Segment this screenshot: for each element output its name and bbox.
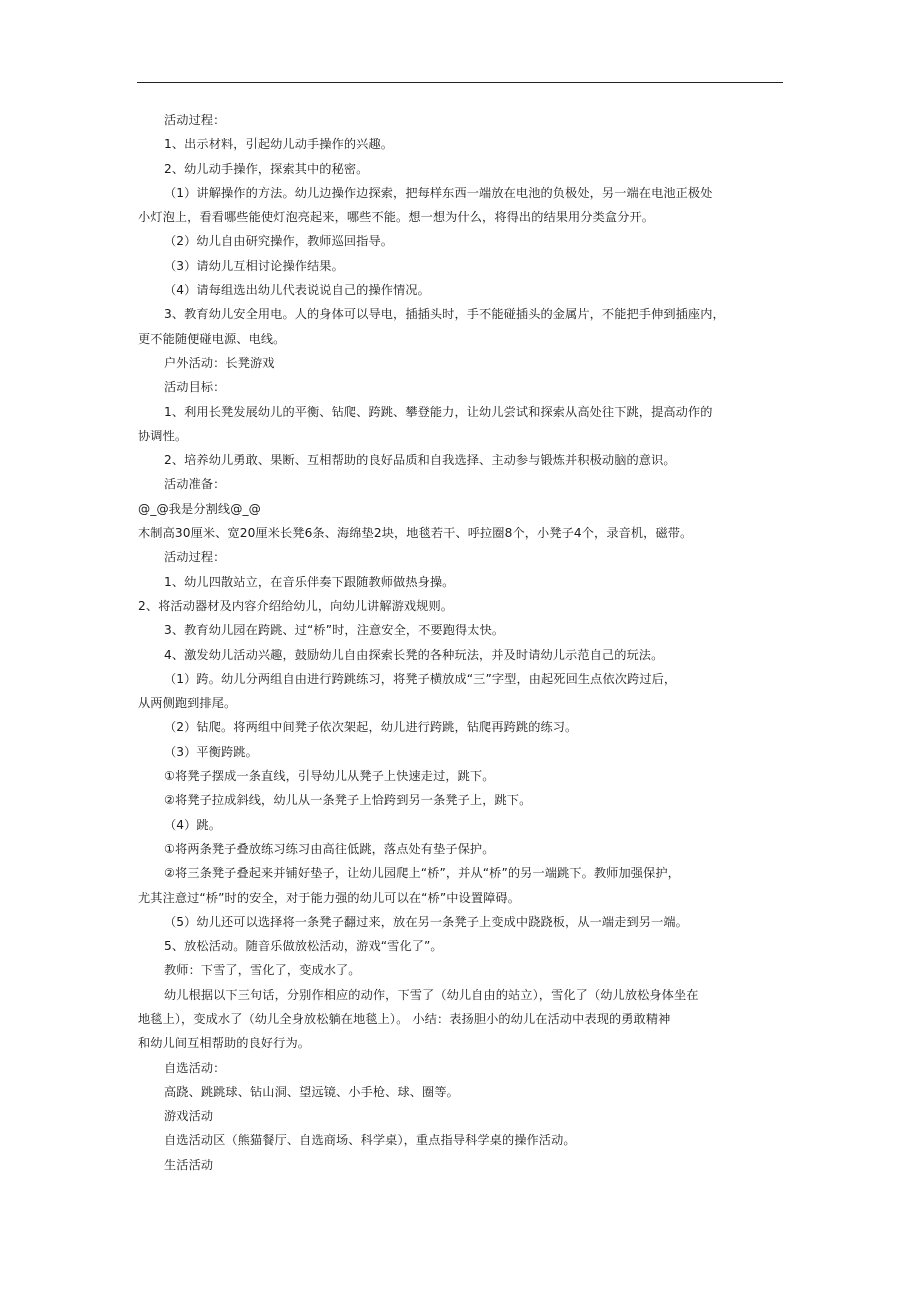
text-line: ①将凳子摆成一条直线，引导幼儿从凳子上快速走过，跳下。	[164, 769, 495, 784]
text-line: 活动过程：	[164, 550, 226, 565]
text-line: 3、教育幼儿园在跨跳、过“桥”时，注意安全，不要跑得太快。	[164, 623, 505, 638]
text-line: 和幼儿间互相帮助的良好行为。	[138, 1036, 311, 1051]
text-line: 户外活动：长凳游戏	[164, 355, 275, 370]
text-line: 幼儿根据以下三句话，分别作相应的动作，下雪了（幼儿自由的站立），雪化了（幼儿放松身体坐在	[164, 987, 699, 1002]
text-line: 2、幼儿动手操作，探索其中的秘密。	[164, 161, 369, 176]
text-line: 自选活动：	[164, 1060, 226, 1075]
text-line: 3、教育幼儿安全用电。人的身体可以导电，插插头时，手不能碰插头的金属片，不能把手伸到插座内，	[164, 307, 725, 322]
text-line: 生活活动	[164, 1157, 214, 1172]
text-line: 协调性。	[138, 428, 188, 443]
text-line: 高跷、跳跳球、钻山洞、望远镜、小手枪、球、圈等。	[164, 1084, 459, 1099]
text-line: 1、利用长凳发展幼儿的平衡、钻爬、跨跳、攀登能力，让幼儿尝试和探索从高处往下跳，提高动作的	[164, 404, 713, 419]
text-line: 木制高30厘米、宽20厘米长凳6条、海绵垫2块，地毯若干、呼拉圈8个，小凳子4个，录音机，磁带。	[138, 526, 693, 541]
text-line: ①将两条凳子叠放练习练习由高往低跳，落点处有垫子保护。	[164, 841, 495, 856]
text-line: （1）讲解操作的方法。幼儿边操作边探索，把每样东西一端放在电池的负极处，另一端在电池正极处	[164, 185, 713, 200]
text-line: 教师：下雪了，雪化了，变成水了。	[164, 963, 361, 978]
text-line: 5、放松活动。随音乐做放松活动，游戏“雪化了”。	[164, 939, 443, 954]
text-line: （2）钻爬。将两组中间凳子依次架起，幼儿进行跨跳，钻爬再跨跳的练习。	[164, 720, 578, 735]
text-line: 地毯上），变成水了（幼儿全身放松躺在地毯上）。 小结：表扬胆小的幼儿在活动中表现的勇敢精神	[138, 1011, 671, 1026]
text-line: （3）请幼儿互相讨论操作结果。	[164, 258, 344, 273]
text-line: 4、激发幼儿活动兴趣，鼓励幼儿自由探索长凳的各种玩法，并及时请幼儿示范自己的玩法。	[164, 647, 664, 662]
text-line: 游戏活动	[164, 1109, 214, 1124]
text-line: 小灯泡上，看看哪些能使灯泡亮起来，哪些不能。想一想为什么，将得出的结果用分类盒分开。	[138, 210, 655, 225]
text-line: @_@我是分割线@_@	[138, 501, 261, 516]
text-line: 活动准备：	[164, 477, 226, 492]
text-line: （3）平衡跨跳。	[164, 744, 258, 759]
text-line: ②将三条凳子叠起来并铺好垫子，让幼儿园爬上“桥”，并从“桥”的另一端跳下。教师加强保护，	[164, 866, 680, 881]
text-line: （2）幼儿自由研究操作，教师巡回指导。	[164, 234, 394, 249]
text-line: 1、出示材料，引起幼儿动手操作的兴趣。	[164, 137, 394, 152]
document-body	[138, 108, 738, 1177]
text-line: （1）跨。幼儿分两组自由进行跨跳练习，将凳子横放成“三”字型，由起死回生点依次跨过后，	[164, 671, 677, 686]
text-line: 活动目标：	[164, 380, 226, 395]
text-line: 2、将活动器材及内容介绍给幼儿，向幼儿讲解游戏规则。	[138, 598, 454, 613]
text-line: （4）跳。	[164, 817, 222, 832]
text-line: 自选活动区（熊猫餐厅、自选商场、科学桌），重点指导科学桌的操作活动。	[164, 1133, 576, 1148]
text-line: 2、培养幼儿勇敢、果断、互相帮助的良好品质和自我选择、主动参与锻炼并积极动脑的意识。	[164, 453, 676, 468]
text-line: 从两侧跑到排尾。	[138, 696, 237, 711]
text-line: （5）幼儿还可以选择将一条凳子翻过来，放在另一条凳子上变成中跷跷板，从一端走到另一端。	[164, 914, 688, 929]
header-rule	[137, 82, 783, 83]
text-line: 活动过程：	[164, 113, 226, 127]
text-line: 尤其注意过“桥”时的安全，对于能力强的幼儿可以在“桥”中设置障碍。	[138, 890, 520, 905]
text-line: （4）请每组选出幼儿代表说说自己的操作情况。	[164, 283, 430, 298]
text-line: 更不能随便碰电源、电线。	[138, 331, 286, 346]
text-line: 1、幼儿四散站立，在音乐伴奏下跟随教师做热身操。	[164, 574, 455, 589]
text-line: ②将凳子拉成斜线，幼儿从一条凳子上恰跨到另一条凳子上，跳下。	[164, 793, 532, 808]
